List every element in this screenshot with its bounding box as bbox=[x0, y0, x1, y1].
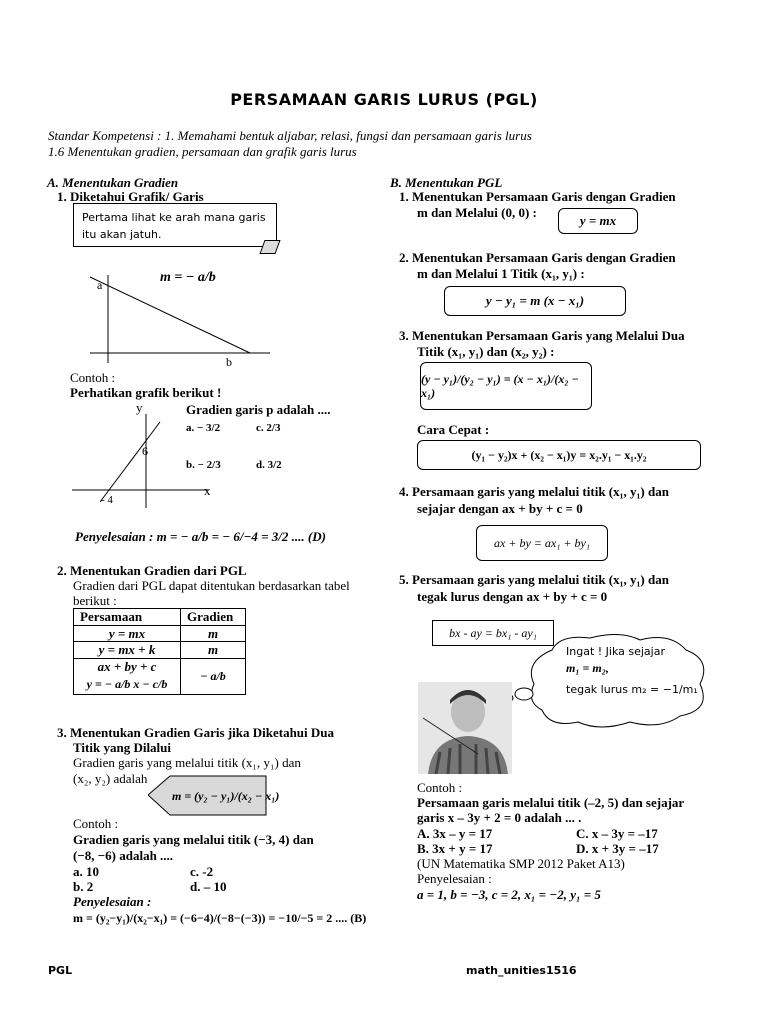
graph2-x-label: x bbox=[204, 483, 211, 498]
r5-line2: tegak lurus dengan ax + by + c = 0 bbox=[417, 589, 608, 604]
penyelesaian-2: Penyelesaian : bbox=[73, 894, 152, 909]
note-text: Pertama lihat ke arah mana garis itu akan jatuh. bbox=[82, 211, 266, 241]
r4-line1: 4. Persamaan garis yang melalui titik (x₁, y₁) dan bbox=[399, 484, 669, 499]
graph2-neg4-label: - 4 bbox=[101, 494, 113, 506]
r1-formula: y = mx bbox=[579, 213, 617, 229]
option-d: d. 3/2 bbox=[256, 459, 282, 471]
r1-line2: m dan Melalui (0, 0) : bbox=[417, 205, 537, 220]
question-text: Gradien garis p adalah .... bbox=[186, 402, 331, 417]
formula-m: m = − a/b bbox=[160, 270, 216, 285]
graph2-y-label: y bbox=[136, 400, 143, 415]
q3-source: (UN Matematika SMP 2012 Paket A13) bbox=[417, 856, 625, 871]
item2-text1: Gradien dari PGL dapat ditentukan berdasarkan tabel bbox=[73, 578, 350, 593]
r1-line1: 1. Menentukan Persamaan Garis dengan Gradien bbox=[399, 189, 676, 204]
q3-option-b: B. 3x + y = 17 bbox=[417, 841, 493, 856]
penyelesaian-3: Penyelesaian : bbox=[417, 871, 492, 886]
r2-formula: y − y₁ = m (x − x₁) bbox=[485, 293, 585, 309]
cepat-formula-box bbox=[417, 440, 701, 470]
r4-formula-box bbox=[476, 525, 608, 561]
q3-option-a: A. 3x – y = 17 bbox=[417, 826, 493, 841]
q2-option-d: d. – 10 bbox=[190, 879, 227, 894]
r2-formula-box bbox=[444, 286, 626, 316]
note-fold bbox=[259, 240, 280, 254]
table-header: Gradien bbox=[181, 609, 246, 626]
q3-line1: Persamaan garis melalui titik (–2, 5) dan sejajar bbox=[417, 795, 685, 810]
q3-option-d: D. x + 3y = –17 bbox=[576, 841, 659, 856]
note-box bbox=[73, 203, 277, 247]
table-cell: y = mx + k bbox=[74, 642, 181, 659]
table-cell: ax + by + c bbox=[74, 658, 181, 674]
q2-option-a: a. 10 bbox=[73, 864, 99, 879]
standar-line1: Standar Kompetensi : 1. Memahami bentuk aljabar, relasi, fungsi dan persamaan garis lurus bbox=[48, 128, 532, 143]
table-cell: m bbox=[181, 625, 246, 642]
contoh-label: Contoh : bbox=[70, 370, 116, 385]
item3-formula: m = (y₂ − y₁)/(x₂ − x₁) bbox=[172, 789, 280, 803]
solution-2: m = (y₂−y₁)/(x₂−x₁) = (−6−4)/(−8−(−3)) = −10/−5 = 2 .... (B) bbox=[73, 911, 367, 925]
q2-line1: Gradien garis yang melalui titik (−3, 4) dan bbox=[73, 832, 314, 847]
r3-formula-box bbox=[420, 362, 592, 410]
section-b-heading: B. Menentukan PGL bbox=[390, 175, 503, 190]
item2-heading: 2. Menentukan Gradien dari PGL bbox=[57, 563, 247, 578]
table-cell: y = − a/b x − c/b bbox=[74, 674, 181, 695]
q2-option-b: b. 2 bbox=[73, 879, 94, 894]
r3-formula: (y − y₁)/(y₂ − y₁) = (x − x₁)/(x₂ − x₁) bbox=[421, 371, 579, 400]
item3-heading-line1: 3. Menentukan Gradien Garis jika Diketahui Dua bbox=[57, 725, 335, 740]
solution-3: a = 1, b = −3, c = 2, x₁ = −2, y₁ = 5 bbox=[417, 887, 601, 902]
graph1-label-a: a bbox=[97, 278, 103, 292]
contoh2-label: Contoh : bbox=[73, 816, 119, 831]
r3-line2: Titik (x₁, y₁) dan (x₂, y₂) : bbox=[417, 344, 555, 359]
option-a: a. − 3/2 bbox=[186, 422, 221, 434]
r2-line1: 2. Menentukan Persamaan Garis dengan Gradien bbox=[399, 250, 676, 265]
r4-formula: ax + by = ax₁ + by₁ bbox=[494, 535, 590, 550]
table-cell: y = mx bbox=[74, 625, 181, 642]
r4-line2: sejajar dengan ax + by + c = 0 bbox=[417, 501, 583, 516]
section-a-heading: A. Menentukan Gradien bbox=[47, 175, 179, 190]
q3-option-c: C. x – 3y = –17 bbox=[576, 826, 658, 841]
contoh3-label: Contoh : bbox=[417, 780, 463, 795]
table-header: Persamaan bbox=[74, 609, 181, 626]
r3-line1: 3. Menentukan Persamaan Garis yang Melalui Dua bbox=[399, 328, 685, 343]
item3-text1: Gradien garis yang melalui titik (x₁, y₁) dan bbox=[73, 755, 301, 770]
page-title: PERSAMAAN GARIS LURUS (PGL) bbox=[230, 90, 538, 109]
gradient-table bbox=[73, 608, 246, 695]
student-photo bbox=[418, 682, 512, 774]
footer-right: math_unities1516 bbox=[466, 964, 577, 977]
standar-line2: 1.6 Menentukan gradien, persamaan dan grafik garis lurus bbox=[48, 144, 357, 159]
bubble-line2: m₁ = m₂, bbox=[566, 661, 609, 675]
bubble-line1: Ingat ! Jika sejajar bbox=[566, 645, 665, 658]
q3-line2: garis x – 3y + 2 = 0 adalah ... . bbox=[417, 810, 582, 825]
table-cell: − a/b bbox=[181, 658, 246, 695]
footer-left: PGL bbox=[48, 964, 73, 977]
item3-heading-line2: Titik yang Dilalui bbox=[73, 740, 172, 755]
item2-text2: berikut : bbox=[73, 593, 117, 608]
penyelesaian-1: Penyelesaian : m = − a/b = − 6/−4 = 3/2 .... (D) bbox=[75, 529, 326, 544]
option-c: c. 2/3 bbox=[256, 422, 281, 434]
option-b: b. − 2/3 bbox=[186, 459, 221, 471]
r5-formula: bx - ay = bx₁ - ay₁ bbox=[449, 625, 537, 640]
graph2-6-label: 6 bbox=[142, 444, 148, 458]
table-cell: m bbox=[181, 642, 246, 659]
graph1-label-b: b bbox=[226, 355, 232, 369]
bubble-line3: tegak lurus m₂ = −1/m₁ bbox=[566, 683, 698, 696]
q2-option-c: c. -2 bbox=[190, 864, 214, 879]
item3-text2: (x₂, y₂) adalah bbox=[73, 771, 148, 786]
item1-heading: 1. Diketahui Grafik/ Garis bbox=[57, 189, 204, 204]
q2-line2: (−8, −6) adalah .... bbox=[73, 848, 174, 863]
perhatikan-text: Perhatikan grafik berikut ! bbox=[70, 385, 222, 400]
r1-formula-box bbox=[558, 208, 638, 234]
r2-line2: m dan Melalui 1 Titik (x₁, y₁) : bbox=[417, 266, 585, 281]
r5-line1: 5. Persamaan garis yang melalui titik (x₁, y₁) dan bbox=[399, 572, 669, 587]
cepat-formula: (y₁ − y₂)x + (x₂ − x₁)y = x₂.y₁ − x₁.y₂ bbox=[471, 447, 647, 462]
cara-cepat-label: Cara Cepat : bbox=[417, 422, 490, 437]
